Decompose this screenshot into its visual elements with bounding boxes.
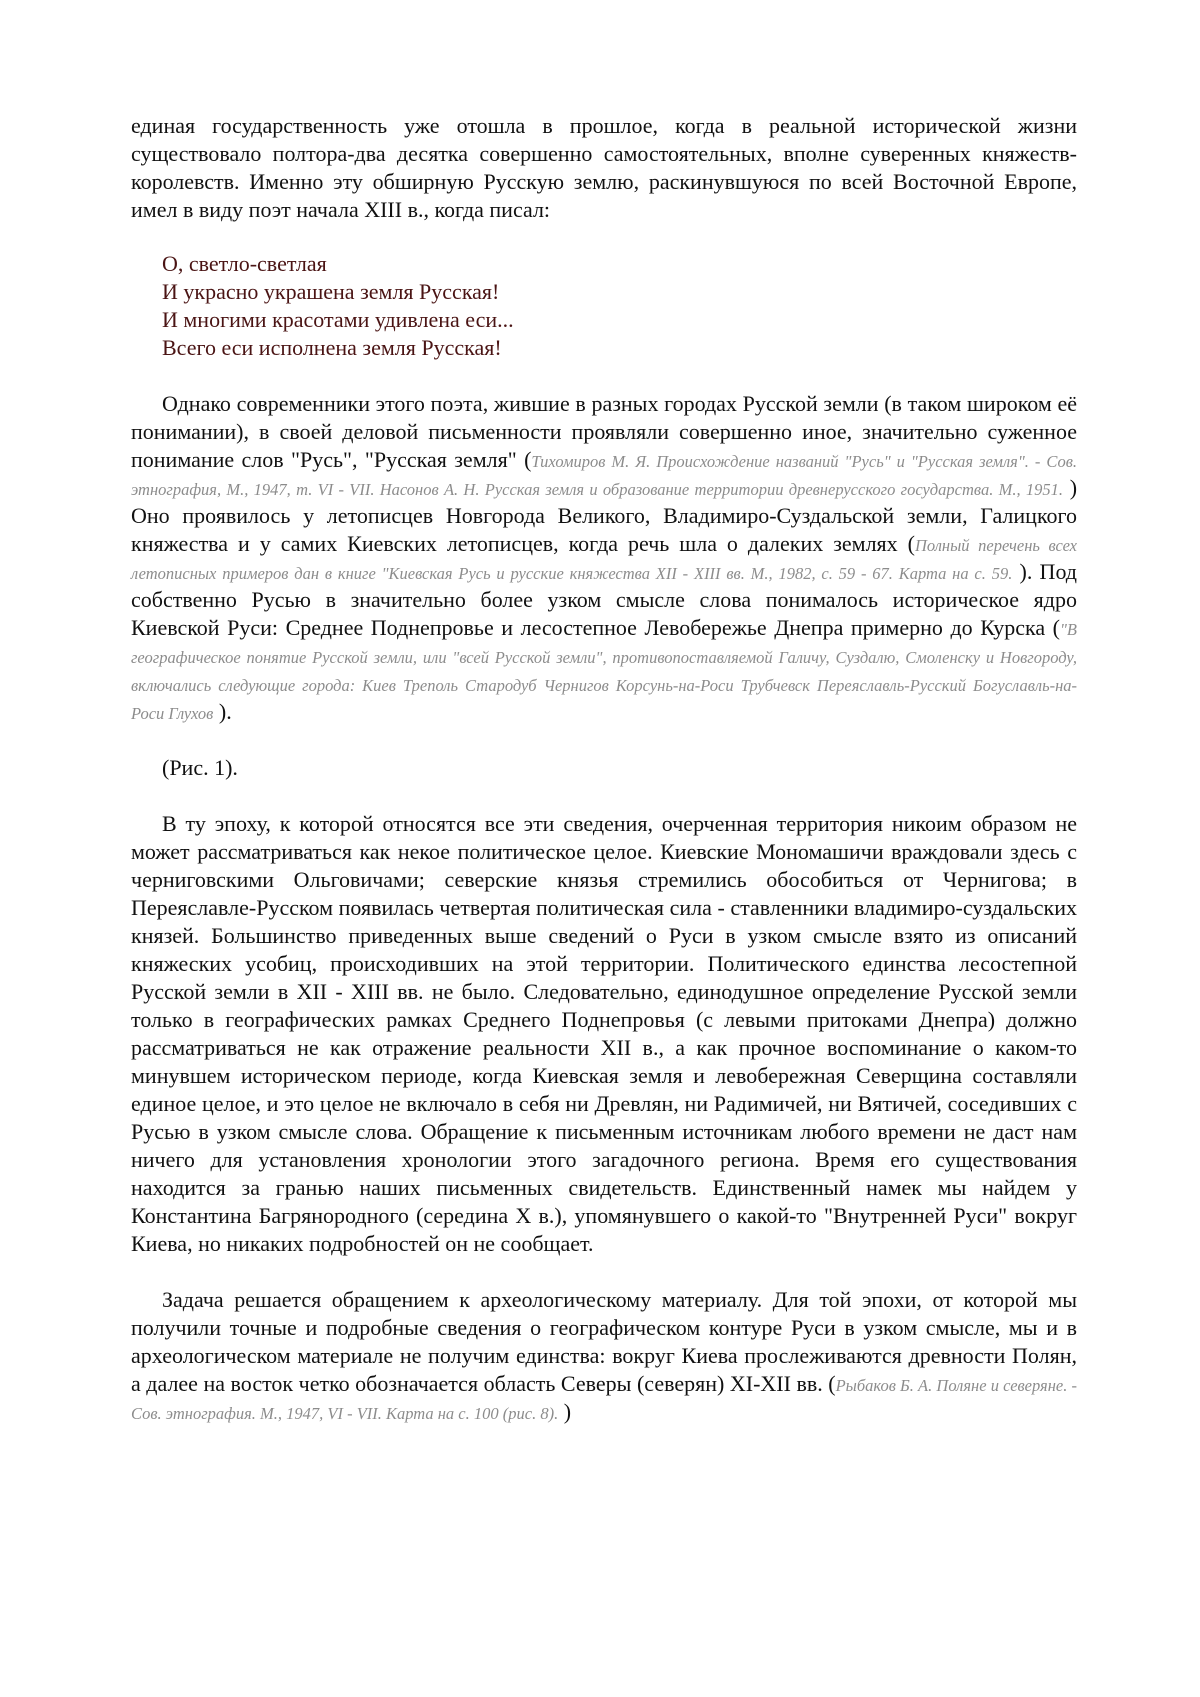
- poem-line: Всего еси исполнена земля Русская!: [162, 335, 502, 360]
- paragraph-4: [131, 1286, 1077, 1426]
- footnote-open-paren: (: [524, 447, 532, 472]
- footnote-rybakov: Рыбаков Б. А. Поляне и северяне. - Сов. этнография. М., 1947, VI - VII. Карта на с. 100 (рис. 8).: [131, 1376, 1077, 1423]
- paragraph-2-text: .: [226, 699, 232, 724]
- paragraph-3: В ту эпоху, к которой относятся все эти сведения, очерченная территория никоим образом не может рассматриваться как некое политическое целое. Киевские Мономашичи враждовали здесь с черниговскими Ольговичами; северские князья стремились обособиться от Чернигова; в Переяславле-Русском появилась четвертая политическая сила - ставленники владимиро-суздальских князей. Большинство приведенных выше сведений о Руси в узком смысле взято из описаний княжеских усобиц, происходивших на этой территории. Политического единства лесостепной Русской земли в XII - XIII вв. не было. Следовательно, единодушное определение Русской земли только в географических рамках Среднего Поднепровья (с левыми притоками Днепра) должно рассматриваться не как отражение реальности XII в., а как прочное воспоминание о каком-то минувшем историческом периоде, когда Киевская земля и левобережная Северщина составляли единое целое, и это целое не включало в себя ни Древлян, ни Радимичей, ни Вятичей, соседивших с Русью в узком смысле слова. Обращение к письменным источникам любого времени не даст нам ничего для установления хронологии этого загадочного региона. Время его существования находится за гранью наших письменных свидетельств. Единственный намек мы найдем у Константина Багрянородного (середина X в.), упомянувшего о какой-то "Внутренней Руси" вокруг Киева, но никаких подробностей он не сообщает.: [131, 811, 1077, 1256]
- figure-reference: (Рис. 1).: [162, 755, 238, 780]
- poem-quote: [162, 250, 1077, 362]
- footnote-close-paren: ): [563, 1399, 572, 1424]
- footnote-open-paren: (: [1052, 615, 1060, 640]
- document-page: [131, 112, 1077, 1426]
- footnote-tikhomirov-nasonov: Тихомиров М. Я. Происхождение названий "Русь" и "Русская земля". - Сов. этнография, М., 1947, т. VI - VII. Насонов А. Н. Русская земля и образование территории древнерусского государства. М., 1951.: [131, 452, 1077, 499]
- poem-line: О, светло-светлая: [162, 251, 327, 276]
- poem-line: И многими красотами удивлена еси...: [162, 307, 514, 332]
- footnote-cities-list: "В географическое понятие Русской земли, или "всей Русской земли", противопоставляемой Галичу, Суздалю, Смоленску и Новгороду, включались следующие города: Киев Треполь Стародуб Чернигов Корсунь-на-Роси Трубчевск Переяславль-Русский Богуславль-на-Роси Глухов: [131, 620, 1077, 723]
- poem-line: И украсно украшена земля Русская!: [162, 279, 500, 304]
- footnote-open-paren: (: [907, 531, 915, 556]
- paragraph-4-text: Задача решается обращением к археологическому материалу. Для той эпохи, от которой мы получили точные и подробные сведения о географическом контуре Руси в узком смысле, мы и в археологическом материале не получим единства: вокруг Киева прослеживаются древности Полян, а далее на восток четко обозначается область Северы (северян) XI-XII вв.: [131, 1287, 1077, 1396]
- paragraph-2-text: Оно проявилось у летописцев Новгорода Великого, Владимиро-Суздальской земли, Галицкого княжества и у самих Киевских летописцев, когда речь шла о далеких землях: [131, 503, 1077, 556]
- footnote-open-paren: (: [828, 1371, 836, 1396]
- paragraph-1: единая государственность уже отошла в прошлое, когда в реальной исторической жизни существовало полтора-два десятка совершенно самостоятельных, вполне суверенных княжеств-королевств. Именно эту обширную Русскую землю, раскинувшуюся по всей Восточной Европе, имел в виду поэт начала XIII в., когда писал:: [131, 113, 1077, 222]
- paragraph-2-text: . Под собственно Русью в значительно более узком смысле слова понималось историческое ядро Киевской Руси: Среднее Поднепровье и лесостепное Левобережье Днепра примерно до Курска: [131, 559, 1078, 640]
- paragraph-2: [131, 390, 1077, 726]
- footnote-close-paren: ): [1019, 559, 1027, 584]
- footnote-close-paren: ): [1069, 475, 1078, 500]
- paragraph-2-text: Однако современники этого поэта, жившие в разных городах Русской земли (в таком широком её понимании), в своей деловой письменности проявляли совершенно иное, значительно суженное понимание слов "Русь", "Русская земля": [131, 391, 1077, 472]
- footnote-chronicle-list: Полный перечень всех летописных примеров дан в книге "Киевская Русь и русские княжества XII - XIII вв. М., 1982, с. 59 - 67. Карта на с. 59.: [131, 536, 1077, 583]
- footnote-close-paren: ): [218, 699, 227, 724]
